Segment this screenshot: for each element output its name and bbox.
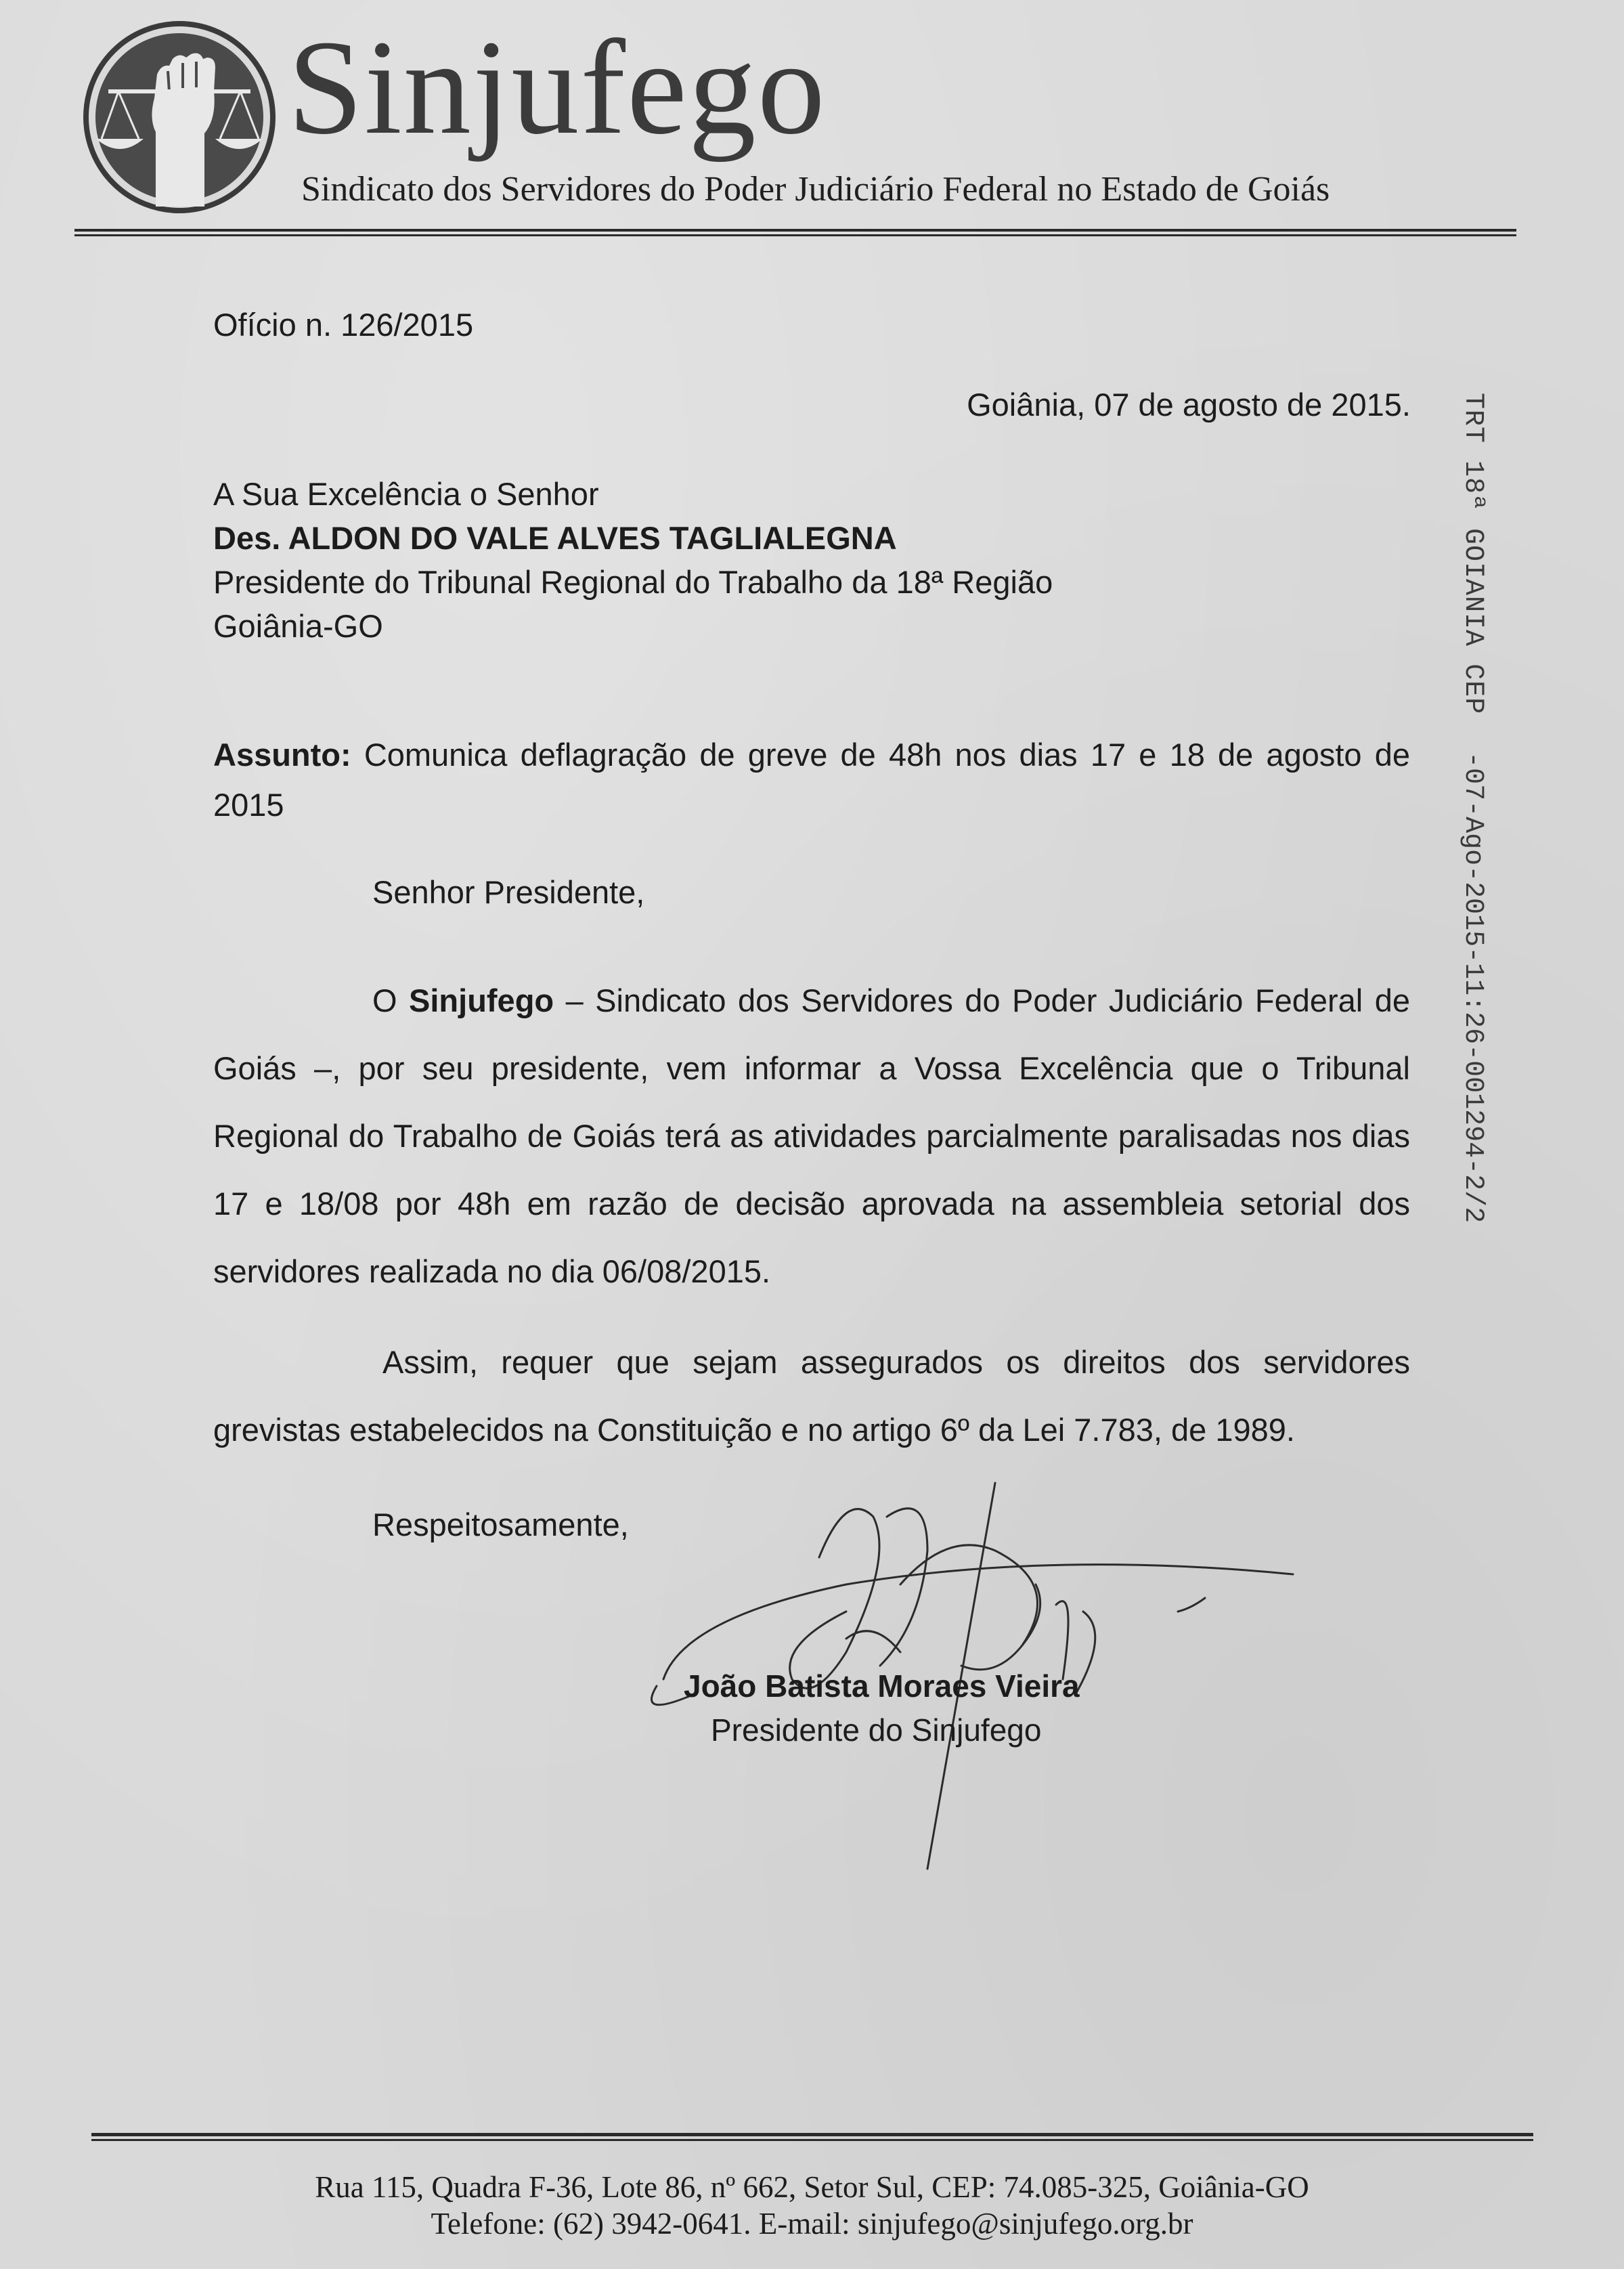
recipient-city: Goiânia-GO — [213, 608, 383, 644]
subject-label: Assunto: — [213, 737, 351, 773]
body-paragraph-1 — [213, 967, 1410, 1305]
letter-greeting: Senhor Presidente, — [372, 874, 645, 910]
stamp-part-2: -07-Ago-2015-11:26-001294-2/2 — [1457, 752, 1488, 1224]
subject-text: Comunica deflagração de greve de 48h nos dias 17 e 18 de agosto de 2015 — [213, 737, 1410, 823]
signer-role: Presidente do Sinjufego — [711, 1712, 1042, 1748]
recipient-name: Des. ALDON DO VALE ALVES TAGLIALEGNA — [213, 520, 897, 556]
footer-contact: Telefone: (62) 3942-0641. E-mail: sinjufego@sinjufego.org.br — [431, 2207, 1193, 2241]
stamp-part-1: TRT 18ª GOIANIA CEP — [1457, 393, 1488, 715]
brand-subtitle: Sindicato dos Servidores do Poder Judiciário Federal no Estado de Goiás — [301, 170, 1330, 209]
footer-divider — [91, 2133, 1533, 2142]
letter-subject — [213, 730, 1410, 830]
signer-name: João Batista Moraes Vieira — [684, 1668, 1080, 1704]
recipient-salutation: A Sua Excelência o Senhor — [213, 476, 599, 512]
body-paragraph-2: Assim, requer que sejam assegurados os direitos dos servidores grevistas estabelecidos na Constituição e no artigo 6º da Lei 7.783, de 1989. — [213, 1344, 1410, 1448]
paragraph-lead: O — [372, 982, 410, 1018]
letter-closing: Respeitosamente, — [372, 1507, 629, 1542]
brand-name: Sinjufego — [288, 13, 827, 163]
paragraph-org-name: Sinjufego — [409, 982, 554, 1018]
protocol-stamp — [1449, 393, 1496, 1224]
sinjufego-logo-emblem — [81, 17, 278, 217]
recipient-title: Presidente do Tribunal Regional do Trabalho da 18ª Região — [213, 564, 1053, 600]
footer-address: Rua 115, Quadra F-36, Lote 86, nº 662, Setor Sul, CEP: 74.085-325, Goiânia-GO — [315, 2170, 1309, 2204]
letter-place-date: Goiânia, 07 de agosto de 2015. — [967, 387, 1411, 423]
letter-reference: Ofício n. 126/2015 — [213, 307, 474, 343]
paragraph-rest: – Sindicato dos Servidores do Poder Judiciário Federal de Goiás –, por seu presidente, vem informar a Vossa Excelência que o Tribunal Regional do Trabalho de Goiás terá as atividades parcialmente paralisadas nos dias 17 e 18/08 por 48h em razão de decisão aprovada na assembleia setorial dos servidores realizada no dia 06/08/2015. — [213, 982, 1410, 1289]
header-divider — [74, 229, 1516, 237]
